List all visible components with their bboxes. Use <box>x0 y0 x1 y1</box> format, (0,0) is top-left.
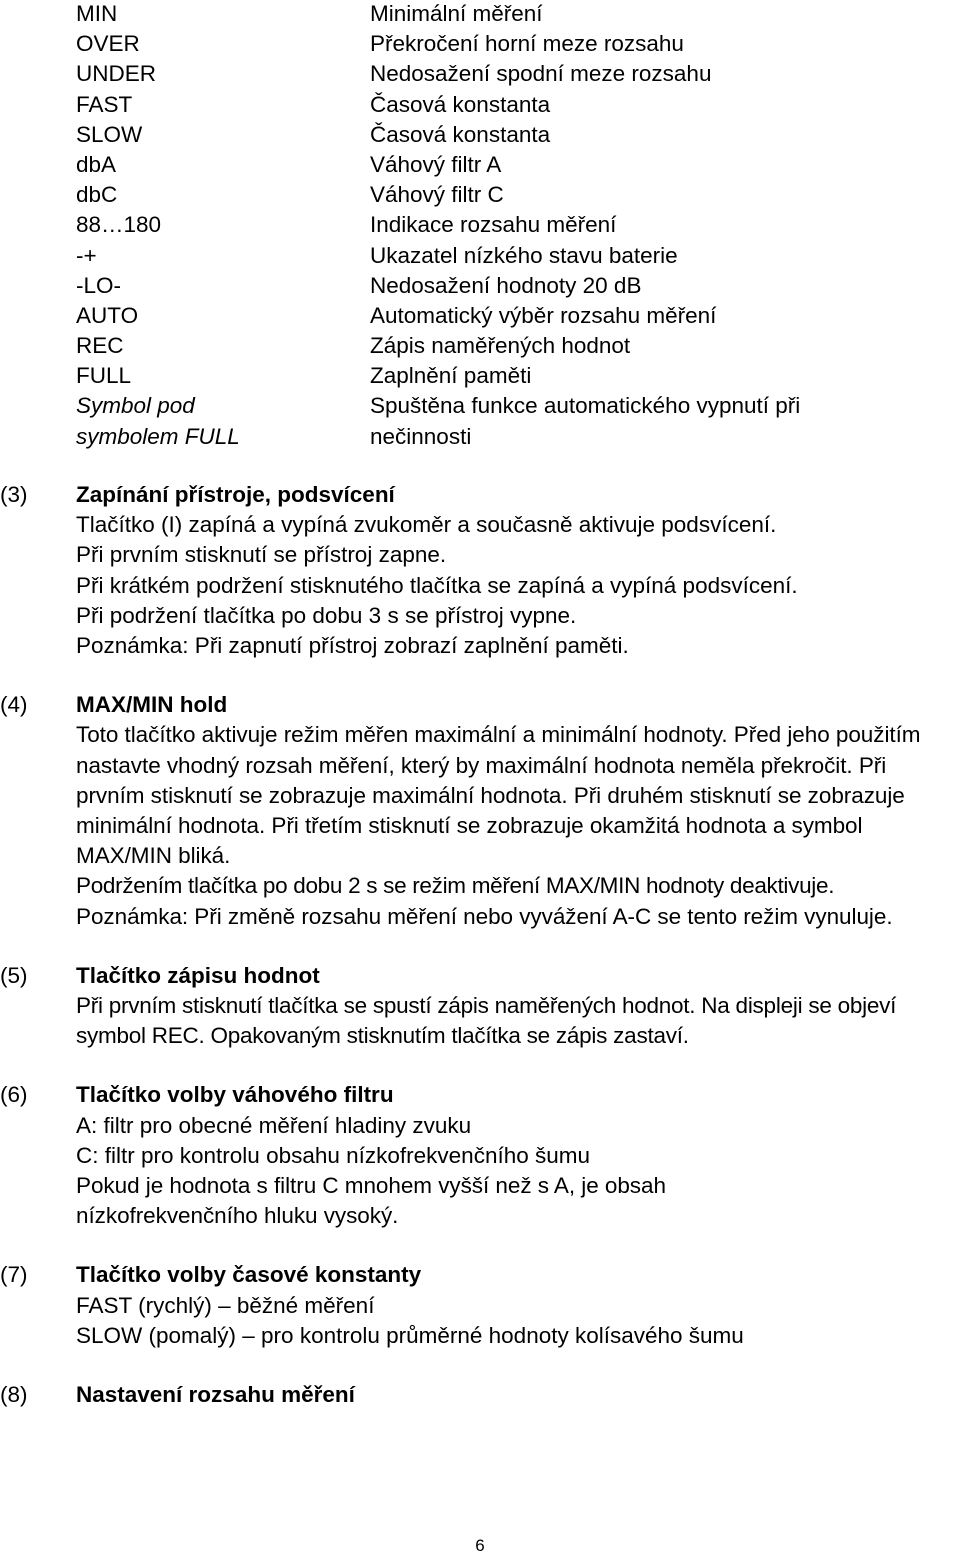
symbol-code: -LO- <box>76 272 121 298</box>
symbol-code: UNDER <box>76 61 157 87</box>
symbol-description: Nedosažení hodnoty 20 dB <box>370 272 642 298</box>
symbol-row <box>76 422 956 452</box>
section-number: (4) <box>0 692 28 718</box>
symbol-description: Časová konstanta <box>370 121 551 147</box>
symbol-description: nečinnosti <box>370 423 472 449</box>
symbol-code: Symbol pod <box>76 393 195 419</box>
symbol-row <box>76 210 956 240</box>
symbol-row <box>76 0 956 29</box>
section-title: Nastavení rozsahu měření <box>76 1382 355 1408</box>
symbol-description: Automatický výběr rozsahu měření <box>370 302 717 328</box>
section-power-backlight <box>0 480 960 661</box>
section-line: Podržením tlačítka po dobu 2 s se režim měření MAX/MIN hodnoty deaktivuje. <box>76 873 835 899</box>
symbol-row <box>76 271 956 301</box>
section-line: Při prvním stisknutí se přístroj zapne. <box>76 542 447 568</box>
symbol-code: symbolem FULL <box>76 423 240 449</box>
section-number: (6) <box>0 1082 28 1108</box>
section-line: Poznámka: Při zapnutí přístroj zobrazí zaplnění paměti. <box>76 633 629 659</box>
symbol-row <box>76 150 956 180</box>
symbol-row <box>76 241 956 271</box>
section-line: Tlačítko (I) zapíná a vypíná zvukoměr a současně aktivuje podsvícení. <box>76 512 777 538</box>
section-line: Při krátkém podržení stisknutého tlačítka se zapíná a vypíná podsvícení. <box>76 572 798 598</box>
symbol-description: Překročení horní meze rozsahu <box>370 31 684 57</box>
symbol-description: Váhový filtr A <box>370 151 502 177</box>
symbol-code: AUTO <box>76 302 139 328</box>
symbol-description: Ukazatel nízkého stavu baterie <box>370 242 678 268</box>
section-weighting-filter <box>0 1080 960 1231</box>
symbol-description: Nedosažení spodní meze rozsahu <box>370 61 712 87</box>
section-paragraph: Při prvním stisknutí tlačítka se spustí zápis naměřených hodnot. Na displeji se objeví symbol REC. Opakovaným stisknutím tlačítka se zápis zastaví. <box>76 993 897 1049</box>
symbol-code: dbC <box>76 182 118 208</box>
section-line: C: filtr pro kontrolu obsahu nízkofrekvenčního šumu <box>76 1142 591 1168</box>
symbol-code: MIN <box>76 1 118 26</box>
section-paragraph: Pokud je hodnota s filtru C mnohem vyšší než s A, je obsah nízkofrekvenčního hluku vysoký. <box>76 1173 666 1229</box>
symbol-row <box>76 331 956 361</box>
symbol-description: Minimální měření <box>370 1 543 26</box>
symbol-description: Časová konstanta <box>370 91 551 117</box>
page-number: 6 <box>475 1536 485 1555</box>
symbol-description: Váhový filtr C <box>370 182 504 208</box>
section-title: Zapínání přístroje, podsvícení <box>76 482 395 507</box>
symbol-row <box>76 391 956 421</box>
symbol-code: 88…180 <box>76 212 162 238</box>
symbol-code: REC <box>76 333 124 359</box>
section-title: Tlačítko volby váhového filtru <box>76 1082 394 1108</box>
symbol-description: Zápis naměřených hodnot <box>370 333 631 359</box>
section-max-min-hold <box>0 690 960 932</box>
symbol-description: Zaplnění paměti <box>370 363 532 389</box>
section-number: (8) <box>0 1382 28 1408</box>
symbol-code: SLOW <box>76 121 143 147</box>
symbol-code: -+ <box>76 242 97 268</box>
section-number: (5) <box>0 962 28 988</box>
section-line: SLOW (pomalý) – pro kontrolu průměrné hodnoty kolísavého šumu <box>76 1322 744 1348</box>
section-title: Tlačítko volby časové konstanty <box>76 1262 422 1288</box>
symbol-row <box>76 59 956 89</box>
symbol-row <box>76 180 956 210</box>
section-time-constant <box>0 1260 960 1351</box>
symbol-description: Spuštěna funkce automatického vypnutí při <box>370 393 801 419</box>
symbol-row <box>76 90 956 120</box>
section-line: Při podržení tlačítka po dobu 3 s se přístroj vypne. <box>76 602 577 628</box>
section-record-button <box>0 961 960 1052</box>
manual-sections <box>0 480 960 1439</box>
symbol-code: dbA <box>76 151 117 177</box>
symbol-code: FAST <box>76 91 133 117</box>
display-symbol-table <box>76 0 956 452</box>
section-line: FAST (rychlý) – běžné měření <box>76 1292 375 1318</box>
symbol-row <box>76 361 956 391</box>
symbol-row <box>76 29 956 59</box>
section-title: MAX/MIN hold <box>76 692 228 718</box>
section-paragraph: Toto tlačítko aktivuje režim měřen maximální a minimální hodnoty. Před jeho použitím nastavte vhodný rozsah měření, který by maximální hodnota neměla překročit. Při prvním stisknutí se zobrazuje maximální hodnota. Při druhém stisknutí se zobrazuje minimální hodnota. Při třetím stisknutí se zobrazuje okamžitá hodnota a symbol MAX/MIN bliká. <box>76 722 921 869</box>
symbol-row <box>76 120 956 150</box>
section-title: Tlačítko zápisu hodnot <box>76 962 320 988</box>
section-line: A: filtr pro obecné měření hladiny zvuku <box>76 1112 472 1138</box>
symbol-row <box>76 301 956 331</box>
symbol-code: FULL <box>76 363 132 389</box>
symbol-description: Indikace rozsahu měření <box>370 212 617 238</box>
section-number: (7) <box>0 1262 28 1288</box>
section-range-setting <box>0 1380 960 1410</box>
symbol-code: OVER <box>76 31 140 57</box>
section-number: (3) <box>0 482 28 507</box>
section-note: Poznámka: Při změně rozsahu měření nebo vyvážení A-C se tento režim vynuluje. <box>76 903 893 929</box>
